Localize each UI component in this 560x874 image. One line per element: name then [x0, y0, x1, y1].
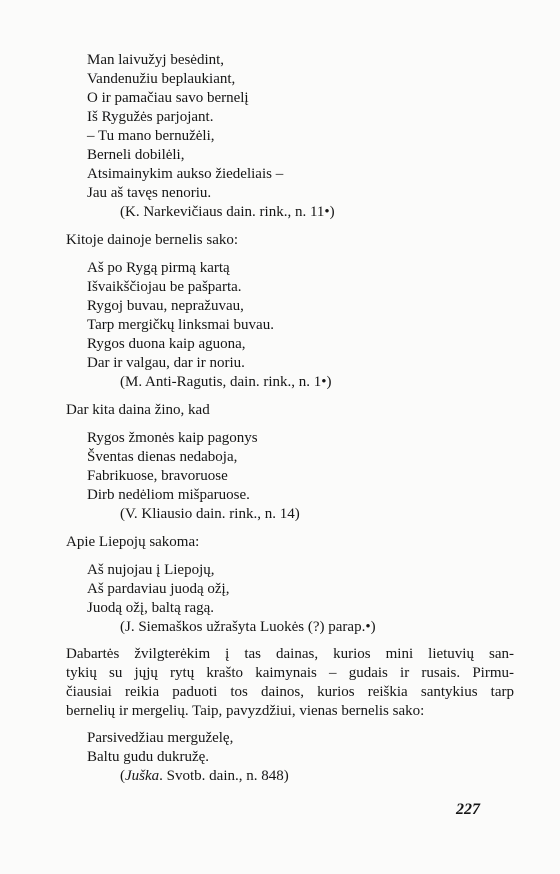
source-open-paren: (	[120, 768, 125, 784]
verse-line: Jau aš tavęs nenoriu.	[87, 185, 212, 201]
verse-line: Atsimainykim aukso žiedeliais –	[87, 166, 284, 182]
verse-source	[120, 767, 289, 786]
verse-line: Juodą ožį, baltą ragą.	[87, 600, 215, 616]
verse-line: Aš nujojau į Liepojų,	[87, 562, 215, 578]
verse-line: Išvaikščiojau be pašparta.	[87, 279, 242, 295]
verse-line: Man laivužyj besėdint,	[87, 52, 225, 68]
verse-line: Fabrikuose, bravoruose	[87, 468, 228, 484]
verse-line: Iš Rygužės parjojant.	[87, 109, 214, 125]
prose-line: bernelių ir mergelių. Taip, pavyzdžiui, vienas bernelis sako:	[66, 703, 425, 719]
prose-line: Dabartės žvilgterėkim į tas dainas, kurios mini lietuvių san-	[66, 646, 514, 662]
verse-line: Dirb nedėliom mišparuose.	[87, 487, 250, 503]
verse-line: Šventas dienas nedaboja,	[87, 449, 238, 465]
source-details: . Svotb. dain., n. 848)	[159, 768, 289, 784]
verse-source: (J. Siemaškos užrašyta Luokės (?) parap.•)	[120, 619, 376, 635]
verse-source: (K. Narkevičiaus dain. rink., n. 11•)	[120, 204, 335, 220]
verse-line: Tarp mergičkų linksmai buvau.	[87, 317, 274, 333]
verse-line: Rygoj buvau, nepražuvau,	[87, 298, 244, 314]
verse-line: O ir pamačiau savo bernelį	[87, 90, 249, 106]
verse-line: Baltu gudu dukružę.	[87, 749, 210, 765]
verse-line: Berneli dobilėli,	[87, 147, 185, 163]
verse-source: (M. Anti-Ragutis, dain. rink., n. 1•)	[120, 374, 332, 390]
verse-line: Rygos žmonės kaip pagonys	[87, 430, 258, 446]
verse-line: Aš po Rygą pirmą kartą	[87, 260, 230, 276]
intro-text: Kitoje dainoje bernelis sako:	[66, 232, 239, 248]
verse-line: Dar ir valgau, dar ir noriu.	[87, 355, 245, 371]
verse-line: Rygos duona kaip aguona,	[87, 336, 246, 352]
source-author: Juška	[125, 768, 160, 784]
verse-line: Aš pardaviau juodą ožį,	[87, 581, 230, 597]
page-number: 227	[456, 801, 480, 818]
verse-line: Parsivedžiau merguželę,	[87, 730, 234, 746]
intro-text: Dar kita daina žino, kad	[66, 402, 210, 418]
prose-line: čiausiai reikia paduoti tos dainos, kurios reiškia santykius tarp	[66, 684, 514, 700]
intro-text: Apie Liepojų sakoma:	[66, 534, 200, 550]
verse-source: (V. Kliausio dain. rink., n. 14)	[120, 506, 300, 522]
verse-line: – Tu mano bernužėli,	[87, 128, 215, 144]
prose-line: tykių su jųjų rytų krašto kaimynais – gudais ir rusais. Pirmu-	[66, 665, 514, 681]
verse-line: Vandenužiu beplaukiant,	[87, 71, 236, 87]
